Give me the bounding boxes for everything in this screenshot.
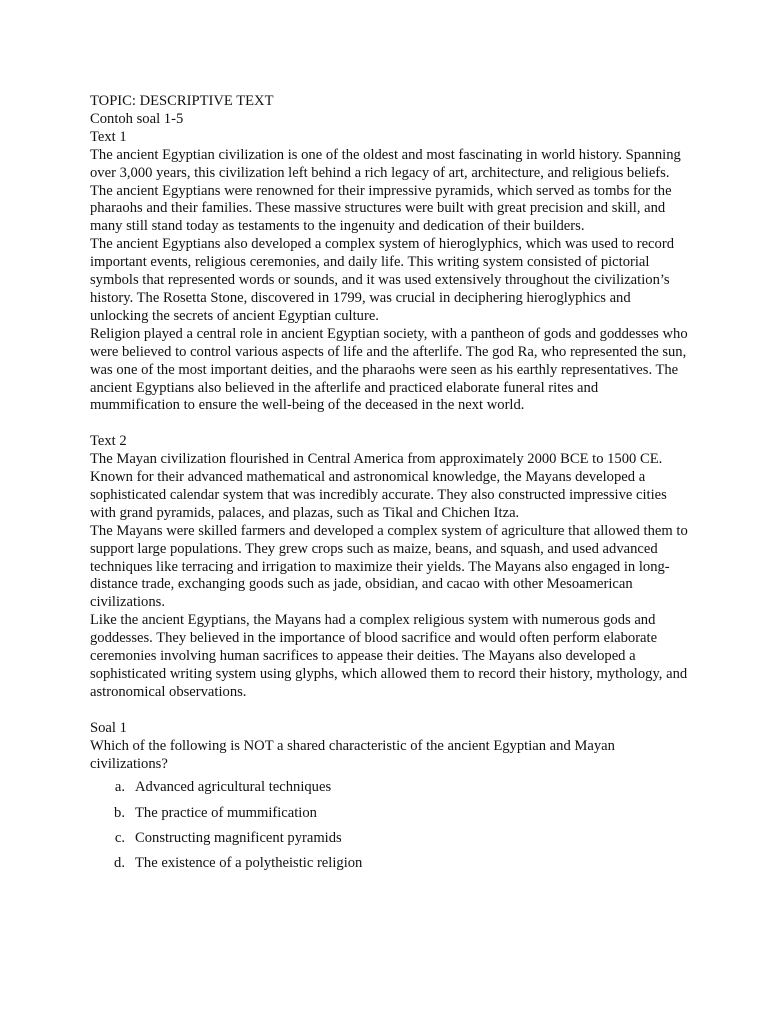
answer-option-b <box>90 805 690 823</box>
answer-options <box>90 779 690 873</box>
text1-paragraph-3: Religion played a central role in ancient Egyptian society, with a pantheon of gods and goddesses who were believed to control various aspects of life and the afterlife. The god Ra, who represented the sun, was one of the most important deities, and the pharaohs were seen as his earthly representatives. The ancient Egyptians also believed in the afterlife and practiced elaborate funeral rites and mummification to ensure the well-being of the deceased in the next world. <box>90 325 688 414</box>
answer-option-c <box>90 830 690 848</box>
spacer <box>90 415 690 433</box>
subtitle: Contoh soal 1-5 <box>90 110 184 127</box>
option-text: The existence of a polytheistic religion <box>135 855 363 872</box>
spacer <box>90 702 690 720</box>
option-letter: a. <box>114 779 125 796</box>
option-letter: c. <box>114 829 125 846</box>
text2-paragraph-3: Like the ancient Egyptians, the Mayans had a complex religious system with numerous gods and goddesses. They believed in the importance of blood sacrifice and would often perform elaborate ceremonies involving human sacrifices to appease their deities. The Mayans also developed a sophisticated writing system using glyphs, which allowed them to record their history, mythology, and astronomical observations. <box>90 612 688 700</box>
option-letter: b. <box>114 804 125 821</box>
option-text: The practice of mummification <box>135 804 317 821</box>
soal1-heading: Soal 1 <box>90 719 127 736</box>
answer-option-d <box>90 855 690 873</box>
document-page <box>90 93 690 880</box>
soal1-question: Which of the following is NOT a shared characteristic of the ancient Egyptian and Mayan civilizations? <box>90 737 615 772</box>
text2-paragraph-2: The Mayans were skilled farmers and developed a complex system of agriculture that allowed them to support large populations. They grew crops such as maize, beans, and squash, and used advanced techniques like terracing and irrigation to maximize their yields. The Mayans also engaged in long-distance trade, exchanging goods such as jade, obsidian, and cacao with other Mesoamerican civilizations. <box>90 522 688 611</box>
text1-paragraph-2: The ancient Egyptians also developed a complex system of hieroglyphics, which was used to record important events, religious ceremonies, and daily life. This writing system consisted of pictorial symbols that represented words or sounds, and it was used extensively throughout the civilization’s history. The Rosetta Stone, discovered in 1799, was crucial in deciphering hieroglyphics and unlocking the secrets of ancient Egyptian culture. <box>90 236 674 324</box>
text1-paragraph-1: The ancient Egyptian civilization is one of the oldest and most fascinating in world history. Spanning over 3,000 years, this civilization left behind a rich legacy of art, architecture, and religious beliefs. The ancient Egyptians were renowned for their impressive pyramids, which served as tombs for the pharaohs and their families. These massive structures were built with great precision and skill, and many still stand today as testaments to the ingenuity and dedication of their builders. <box>90 146 681 235</box>
option-text: Advanced agricultural techniques <box>135 779 332 796</box>
text2-heading: Text 2 <box>90 433 127 450</box>
answer-option-a <box>90 779 690 797</box>
text2-paragraph-1: The Mayan civilization flourished in Central America from approximately 2000 BCE to 1500 CE. Known for their advanced mathematical and astronomical knowledge, the Mayans developed a sophisticated calendar system that was incredibly accurate. They also constructed impressive cities with grand pyramids, palaces, and plazas, such as Tikal and Chichen Itza. <box>90 451 667 521</box>
topic-title: TOPIC: DESCRIPTIVE TEXT <box>90 93 274 109</box>
text1-heading: Text 1 <box>90 128 127 145</box>
option-text: Constructing magnificent pyramids <box>135 829 342 846</box>
option-letter: d. <box>114 855 125 872</box>
